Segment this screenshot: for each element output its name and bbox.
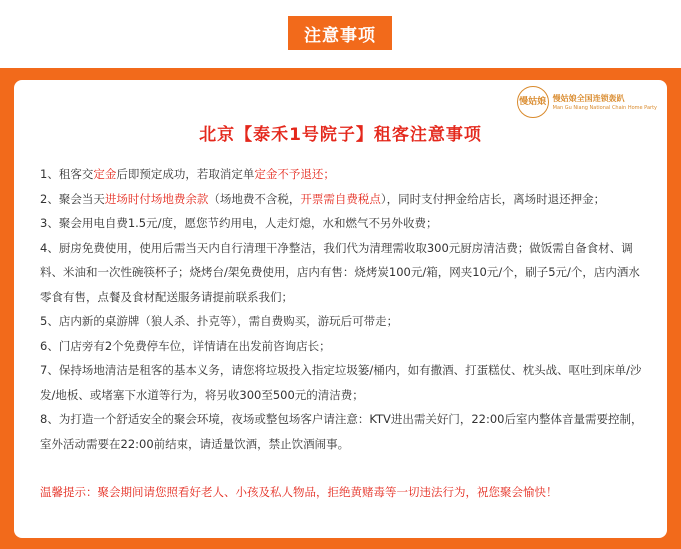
rule-text: 2、聚会当天 [40,191,105,206]
rule-text: 8、为打造一个舒适安全的聚会环境，夜场或整包场客户请注意：KTV进出需关好门，22:00后室内整体音量需要控制，室外活动需要在22:00前结束，请适量饮酒，禁止饮酒闹事。 [40,412,643,451]
rules-list [40,162,645,456]
rule-highlight: 开票需自费税点 [300,191,381,206]
warm-tip: 温馨提示：聚会期间请您照看好老人、小孩及私人物品，拒绝黄赌毒等一切违法行为，祝您聚会愉快！ [40,485,558,499]
rule-highlight: 定金不予退还； [254,167,335,181]
rule-text: 4、厨房免费使用，使用后需当天内自行清理干净整洁，我们代为清理需收取300元厨房清洁费；做饭需自备食材、调料、米油和一次性碗筷杯子；烧烤台/架免费使用，店内有售：烧烤炭100元/箱，网夹10元/个，刷子5元/个，店内酒水零食有售，点餐及食材配送服务请提前联系我们； [40,240,640,304]
notice-header-badge: 注意事项 [288,16,392,50]
logo-name-cn: 慢姑娘全国连锁轰趴 [552,94,625,103]
rule-text: 5、店内新的桌游牌（狼人杀、扑克等），需自费购买，游玩后可带走； [40,314,399,328]
rule-text: 6、门店旁有2个免费停车位，详情请在出发前咨询店长； [40,338,331,353]
rule-item-4 [40,236,645,310]
rule-text: 1、租客交 [40,167,94,181]
rule-item-1 [40,162,645,187]
rule-item-7 [40,358,645,407]
rule-text: ），同时支付押金给店长，离场时退还押金； [380,191,606,206]
rule-highlight: 进场时付场地费余款 [104,191,209,206]
rule-text: 7、保持场地清洁是租客的基本义务，请您将垃圾投入指定垃圾篓/桶内，如有撒酒、打蛋糕仗、枕头战、呕吐到床单/沙发/地板、或堵塞下水道等行为，将另收300至500元的清洁费； [40,363,642,402]
notice-card [14,80,667,538]
rule-item-2 [40,187,645,212]
rule-text: 3、聚会用电自费1.5元/度，愿您节约用电，人走灯熄，水和燃气不另外收费； [40,216,438,230]
logo-name-en: Man Gu Niang National Chain Home Party [552,105,657,111]
logo-text [553,93,657,111]
notice-title: 北京【泰禾1号院子】租客注意事项 [199,125,482,145]
rule-text: 后即预定成功，若取消定单 [116,167,255,181]
rule-text: （场地费不含税， [208,191,301,206]
rule-item-8 [40,407,645,456]
rule-highlight: 定金 [93,167,117,181]
rule-item-3 [40,211,645,236]
brand-logo [517,86,657,118]
rule-item-5 [40,309,645,334]
logo-mark: 慢姑娘 [517,86,549,118]
rule-item-6 [40,334,645,359]
